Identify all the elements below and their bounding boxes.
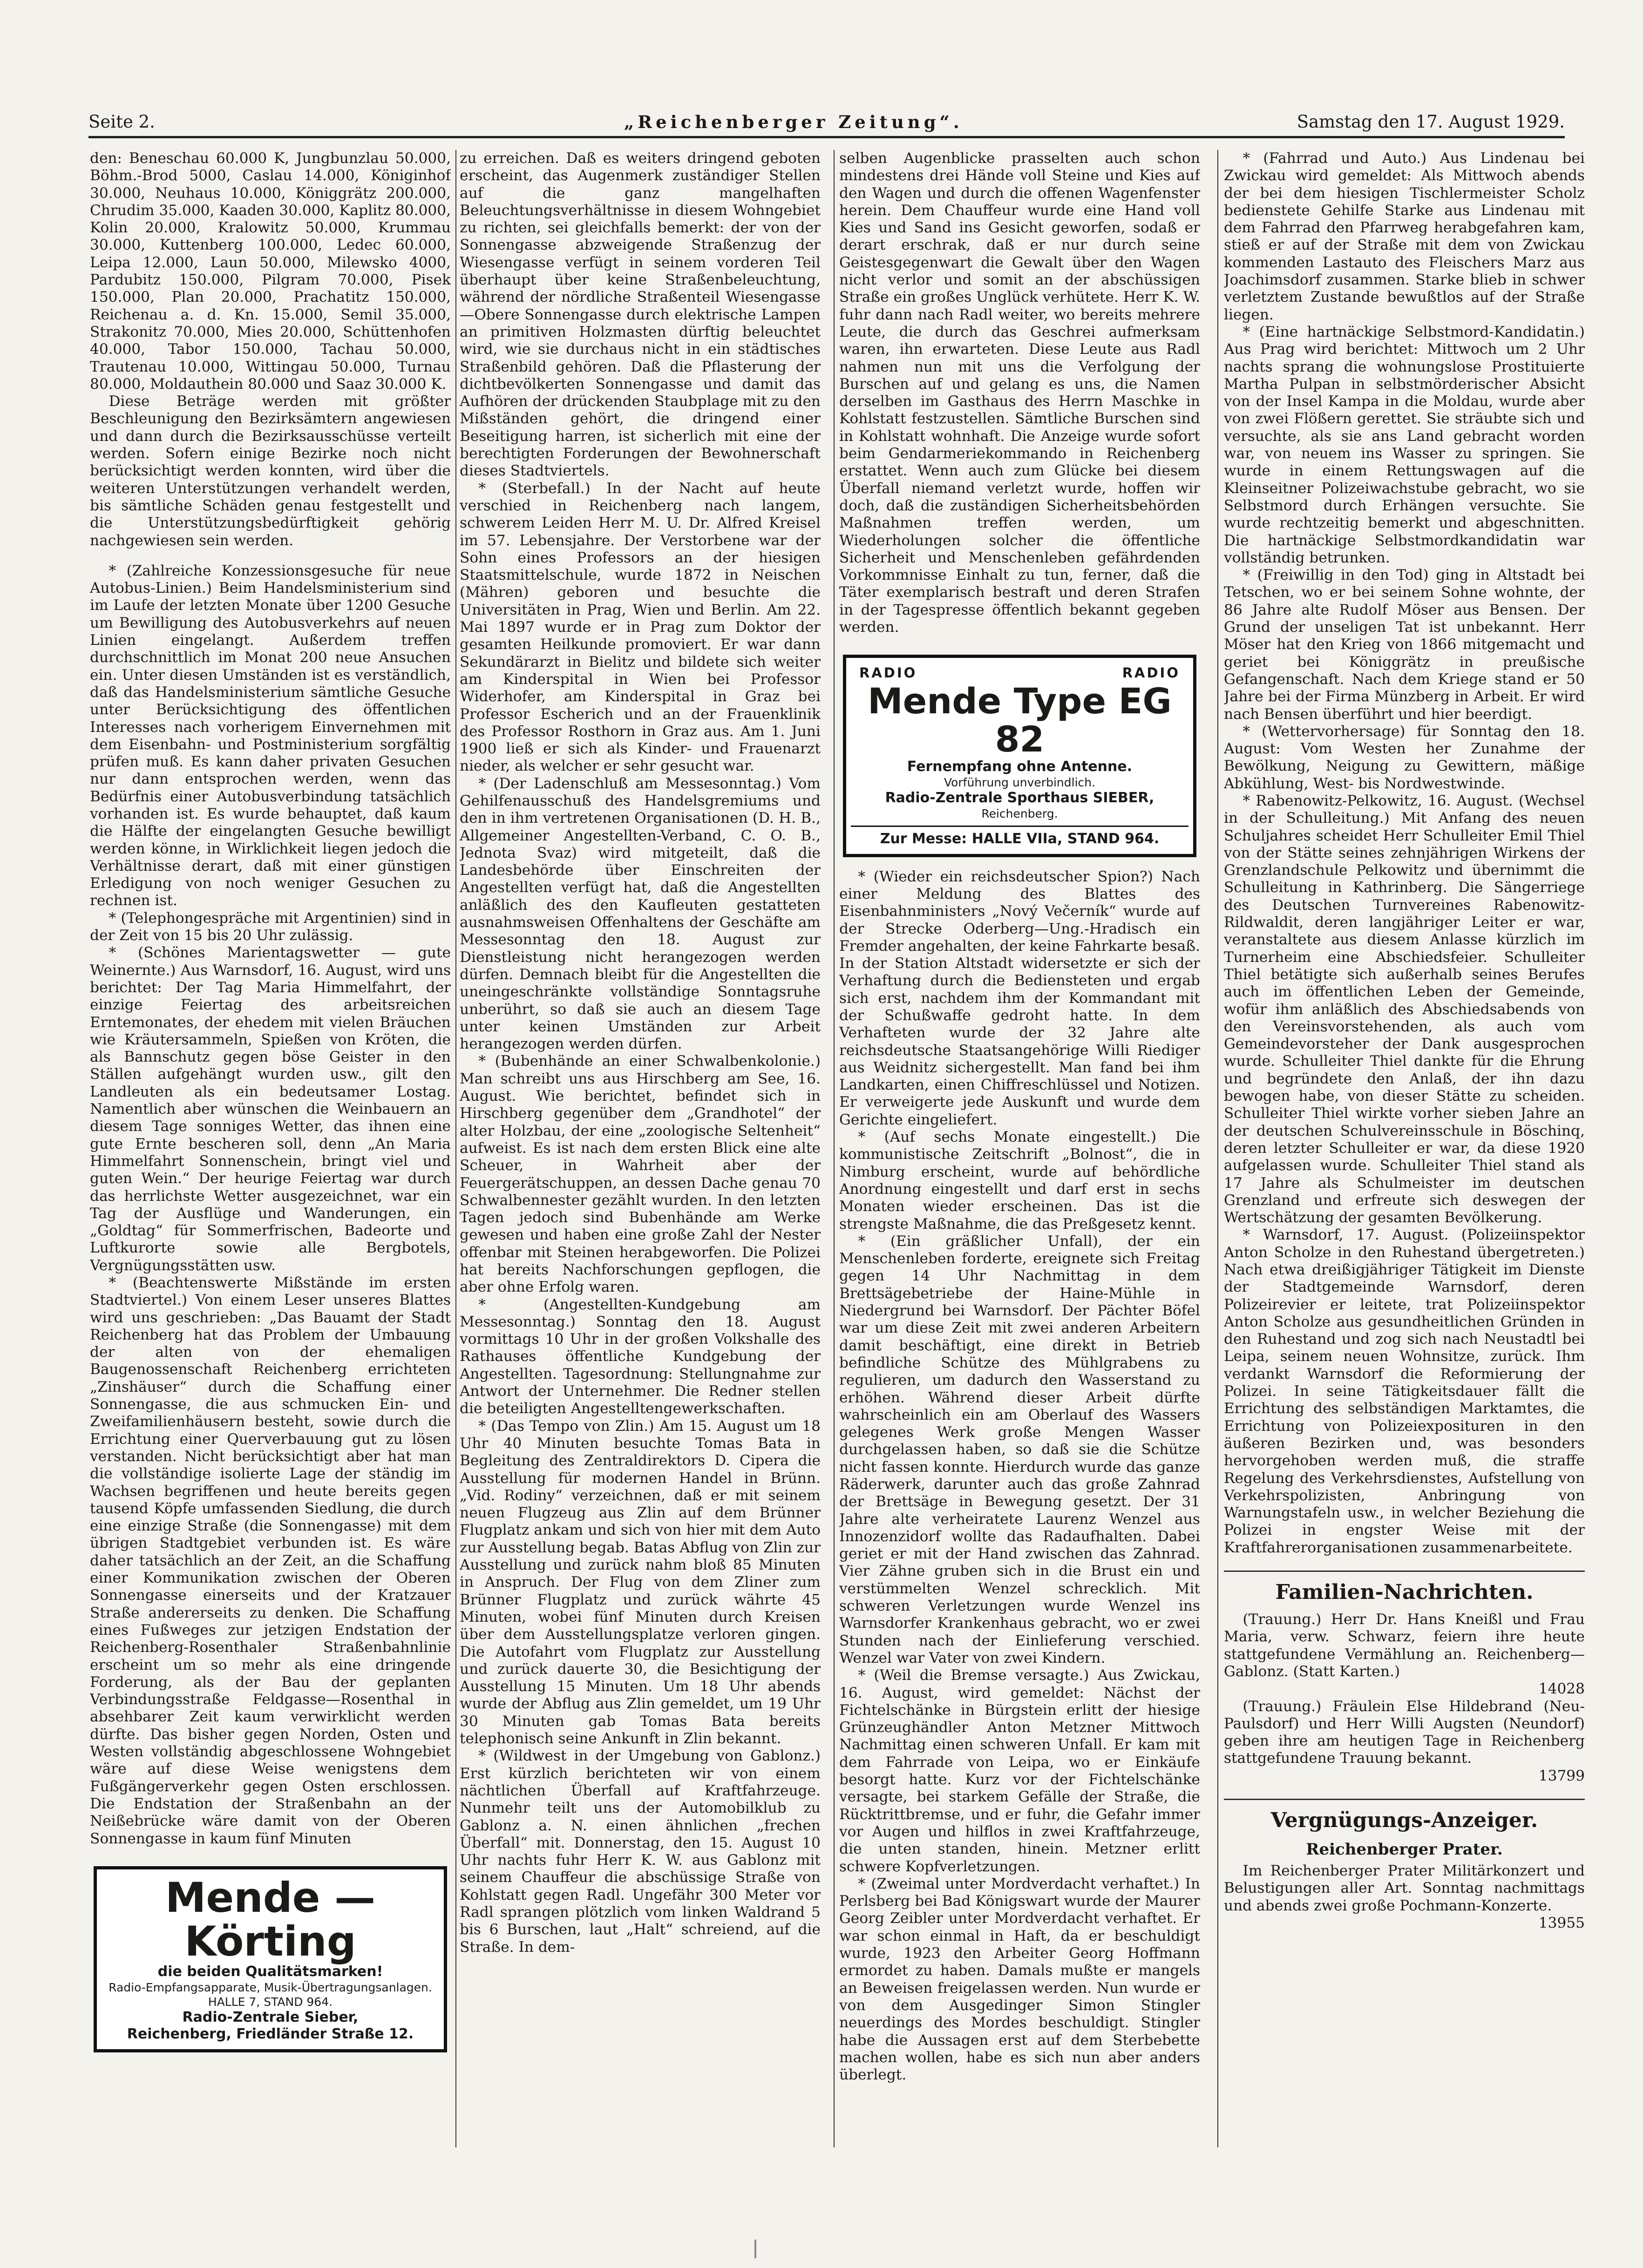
- article-paragraph: Diese Beträge werden mit größter Beschleunigung den Bezirksämtern angewiesen und dann durch die Bezirksausschüsse verteilt werden. Sofern einige Bezirke noch nicht berücksichtigt werden konnten, wird über die weiteren Unterstützungen verhandelt werden, bis sämtliche Schäden genau festgestellt und die Unterstützungsbedürftigkeit gehörig nachgewiesen sein werden.: [90, 393, 451, 549]
- ad-title: Mende Type EG 82: [868, 680, 1172, 760]
- scan-mark: [754, 2240, 756, 2258]
- ad-address: Reichenberg, Friedländer Straße 12.: [127, 2025, 414, 2042]
- article-paragraph: * (Ein gräßlicher Unfall), der ein Menschenleben forderte, ereignete sich Freitag gegen 14 Uhr Nachmittag in dem Brettsägebetriebe der Haine-Mühle in Niedergrund bei Warnsdorf. Der Pächter Böfel war um diese Zeit mit zwei anderen Arbeitern damit beschäftigt, eine direkt in Betrieb befindliche Schütze des Mühlgrabens zu regulieren, um dadurch den Wasserstand zu erhöhen. Während dieser Arbeit dürfte wahrscheinlich ein am Oberlauf des Wassers gelegenes Werk große Mengen Wasser durchgelassen haben, so daß sie die Schütze nicht fassen konnte. Hierdurch wurde das ganze Räderwerk, darunter auch das große Zahnrad der Brettsäge in Bewegung gesetzt. Der 31 Jahre alte verheiratete Laurenz Wenzel aus Innozenzidorf wollte das Radaufhalten. Dabei geriet er mit der Hand zwischen das Zahnrad. Vier Zähne gruben sich in die Brust ein und verstümmelten Wenzel schrecklich. Mit schweren Verletzungen wurde Wenzel ins Warnsdorfer Krankenhaus gebracht, wo er zwei Stunden nach der Einlieferung verschied. Wenzel war Vater von zwei Kindern.: [839, 1232, 1200, 1666]
- family-entry: (Trauung.) Herr Dr. Hans Kneißl und Frau Maria, verw. Schwarz, feiern ihre heute stattgefundene Vermählung an. Reichenberg—Gablonz. (Statt Karten.): [1224, 1611, 1585, 1680]
- article-paragraph: den: Beneschau 60.000 K, Jungbunzlau 50.000, Böhm.-Brod 5000, Caslau 14.000, Königinhof 30.000, Neuhaus 10.000, Königgrätz 200.000, Chrudim 35.000, Kaaden 30.000, Kaplitz 80.000, Kolin 20.000, Kralowitz 50.000, Krummau 30.000, Kuttenberg 100.000, Ledec 60.000, Leipa 12.000, Laun 50.000, Milewsko 4000, Pardubitz 150.000, Pilgram 70.000, Pisek 150.000, Plan 20.000, Prachatitz 150.000, Reichenau a. d. Kn. 15.000, Semil 35.000, Strakonitz 70.000, Mies 20.000, Schüttenhofen 40.000, Tabor 150.000, Tachau 50.000, Trautenau 10.000, Wittingau 50.000, Turnau 80.000, Moldauthein 80.000 und Saaz 30.000 K.: [90, 150, 451, 393]
- ad-mende-koerting: [94, 1866, 447, 2052]
- article-paragraph: * (Beachtenswerte Mißstände im ersten Stadtviertel.) Von einem Leser unseres Blattes wird uns geschrieben: „Das Bauamt der Stadt Reichenberg hat das Problem der Umbauung der alten von der ehemaligen Baugenossenschaft Reichenberg errichteten „Zinshäuser“ durch die Schaffung einer Sonnengasse, die aus schmucken Ein- und Zweifamilienhäusern besteht, sowie durch die Errichtung einer Querverbauung gut zu lösen verstanden. Nicht berücksichtigt aber hat man die vollständige isolierte Lage der ständig im Wachsen begriffenen und heute bereits gegen tausend Köpfe umfassenden Siedlung, die durch eine einzige Straße (die Sonnengasse) mit dem übrigen Stadtgebiet verbunden ist. Es wäre daher tatsächlich an der Zeit, an die Schaffung einer Kommunikation zwischen der Oberen Sonnengasse einerseits und der Kratzauer Straße andererseits zu denken. Die Schaffung eines Fußweges zur jetzigen Endstation der Reichenberg-Rosenthaler Straßenbahnlinie erscheint um so mehr als eine dringende Forderung, als der Bau der geplanten Verbindungsstraße Feldgasse—Rosenthal in absehbarer Zeit kaum verwirklicht werden dürfte. Das bisher gegen Norden, Osten und Westen vollständig abgeschlossene Wohngebiet wäre auf diese Weise wenigstens dem Fußgängerverkehr gegen Osten erschlossen. Die Endstation der Straßenbahn an der Neißebrücke wäre damit von der Oberen Sonnengasse in kaum fünf Minuten: [90, 1274, 451, 1847]
- family-news-title: Familien-Nachrichten.: [1224, 1571, 1585, 1606]
- entertainment-entry: Im Reichenberger Prater Militärkonzert und Belustigungen aller Art. Sonntag nachmittags und abends zwei große Pochmann-Konzerte.: [1224, 1862, 1585, 1914]
- ad-text: Radio-Empfangsapparate, Musik-Übertragungsanlagen. HALLE 7, STAND 964.: [109, 1980, 432, 2009]
- column-1: [90, 150, 451, 2147]
- ad-radio-left: RADIO: [859, 665, 917, 681]
- article-paragraph: * (Das Tempo von Zlin.) Am 15. August um 18 Uhr 40 Minuten besuchte Tomas Bata in Begleitung des Zentraldirektors D. Cipera die Ausstellung für modernen Handel in Brünn. „Vid. Rodiny“ verzeichnen, daß er mit seinem neuen Flugzeug aus Zlin auf dem Brünner Flugplatz ankam und sich von hier mit dem Auto zur Ausstellung begab. Batas Abflug von Zlin zur Ausstellung und zurück nahm bloß 85 Minuten in Anspruch. Der Flug von dem Zliner zum Brünner Flugplatz und zurück währte 45 Minuten, wobei fünf Minuten durch Kreisen über dem Ausstellungsplatze verloren gingen. Die Autofahrt vom Flugplatz zur Ausstellung und zurück dauerte 30, die Besichtigung der Ausstellung 15 Minuten. Um 18 Uhr abends wurde der Abflug aus Zlin gemeldet, um 19 Uhr 30 Minuten gab Tomas Bata bereits telephonisch seine Ankunft in Zlin bekannt.: [460, 1417, 821, 1747]
- article-paragraph: * Rabenowitz-Pelkowitz, 16. August. (Wechsel in der Schulleitung.) Mit Anfang des neuen Schuljahres scheidet Herr Schulleiter Emil Thiel von der Stätte seines zehnjährigen Wirkens der Grenzlandschule Pelkowitz und übernimmt die Schulleitung in Kathrinberg. Die Sängerriege des Deutschen Turnvereines Rabenowitz-Rildwaldit, deren langjähriger Leiter er war, veranstaltete aus diesem Anlasse kürzlich im Turnerheim eine Abschiedsfeier. Schulleiter Thiel betätigte sich außerhalb seines Berufes auch im öffentlichen Leben der Gemeinde, wofür ihm anläßlich des Abschiedsabends von den Vereinsvorstehenden, als auch vom Gemeindevorsteher der Dank ausgesprochen wurde. Schulleiter Thiel dankte für die Ehrung und begründete den Anlaß, der ihn dazu bewogen habe, von dieser Stätte zu scheiden. Schulleiter Thiel wirkte vorher sieben Jahre an der deutschen Schulvereinsschule in Böschinq, deren letzter Schulleiter er war, da diese 1920 aufgelassen wurde. Schulleiter Thiel stand als 17 Jahre als Schulmeister im deutschen Grenzland und erfreute sich deswegen der Wertschätzung der gesamten Bevölkerung.: [1224, 792, 1585, 1226]
- column-rule: [1217, 150, 1218, 2147]
- column-4: [1224, 150, 1585, 2147]
- family-entry: (Trauung.) Fräulein Else Hildebrand (Neu-Paulsdorf) und Herr Willi Augsten (Neundorf) geben ihre am heutigen Tage in Reichenberg stattgefundene Trauung bekannt.: [1224, 1698, 1585, 1767]
- article-paragraph: * (Eine hartnäckige Selbstmord-Kandidatin.) Aus Prag wird berichtet: Mittwoch um 2 Uhr nachts sprang die wohnungslose Prostituierte Martha Pulpan in selbstmörderischer Absicht von der Insel Kampa in die Moldau, wurde aber von zwei Flößern gerettet. Sie sträubte sich und versuchte, als sie ans Land gebracht worden war, von neuem ins Wasser zu springen. Sie wurde in einem Rettungswagen auf die Kleinseitner Polizeiwachstube gebracht, wo sie Selbstmord durch Erhängen versuchte. Sie wurde rechtzeitig bemerkt und abgeschnitten. Die hartnäckige Selbstmordkandidatin war vollständig betrunken.: [1224, 323, 1585, 566]
- article-paragraph: * (Sterbefall.) In der Nacht auf heute verschied in Reichenberg nach langem, schwerem Leiden Herr M. U. Dr. Alfred Kreisel im 57. Lebensjahre. Der Verstorbene war der Sohn eines Professors an der hiesigen Staatsmittelschule, wurde 1872 in Neischen (Mähren) geboren und besuchte die Universitäten in Prag, Wien und Berlin. Am 22. Mai 1897 wurde er in Prag zum Doktor der gesamten Heilkunde promoviert. Er war dann Sekundärarzt in Bielitz und bildete sich weiter am Kinderspital in Wien bei Professor Widerhofer, am Kinderspital in Graz bei Professor Escherich und an der Frauenklinik des Professor Rosthorn in Graz aus. Am 1. Juni 1900 ließ er sich als Kinder- und Frauenarzt nieder, als welcher er sehr gesucht war.: [460, 480, 821, 775]
- article-paragraph: * (Auf sechs Monate eingestellt.) Die kommunistische Zeitschrift „Bolnost“, die in Nimburg erscheint, wurde auf behördliche Anordnung eingestellt und darf erst in sechs Monaten wieder erscheinen. Das ist die strengste Maßnahme, die das Preßgesetz kennt.: [839, 1129, 1200, 1232]
- column-rule: [834, 150, 835, 2147]
- column-2: [460, 150, 821, 2147]
- article-paragraph: * (Der Ladenschluß am Messesonntag.) Vom Gehilfenausschuß des Handelsgremiums und den in ihm vertretenen Organisationen (D. H. B., Allgemeiner Angestellten-Verband, C. O. B., Jednota Svaz) wird mitgeteilt, daß die Landesbehörde über Einschreiten der Angestellten verfügt hat, daß die Angestellten anläßlich des den Kaufleuten gestatteten ausnahmsweisen Offenhaltens der Geschäfte am Messesonntag den 18. August zur Dienstleistung nicht herangezogen werden dürfen. Demnach bleibt für die Angestellten die uneingeschränkte vollständige Sonntagsruhe unberührt, so daß sie auch an diesem Tage unter keinen Umständen zur Arbeit herangezogen werden dürfen.: [460, 775, 821, 1053]
- article-paragraph: * (Freiwillig in den Tod) ging in Altstadt bei Tetschen, wo er bei seinem Sohne wohnte, der 86 Jahre alte Rudolf Möser aus Bensen. Der Grund der unseligen Tat ist unbekannt. Herr Möser hat den Krieg von 1866 mitgemacht und geriet bei Königgrätz in preußische Gefangenschaft. Nach dem Kriege stand er 50 Jahre bei der Firma Münzberg in Arbeit. Er wird nach Bensen überführt und hier beerdigt.: [1224, 567, 1585, 723]
- article-paragraph: * (Wettervorhersage) für Sonntag den 18. August: Vom Westen her Zunahme der Bewölkung, Neigung zu Gewittern, mäßige Abkühlung, West- bis Nordwestwinde.: [1224, 723, 1585, 792]
- article-paragraph: * (Bubenhände an einer Schwalbenkolonie.) Man schreibt uns aus Hirschberg am See, 16. August. Wie berichtet, befindet sich in Hirschberg gegenüber dem „Grandhotel“ der alter Holzbau, der eine „zoologische Seltenheit“ aufweist. Es ist nach dem ersten Blick eine alte Scheuer, in Wahrheit aber der Feuergerätschuppen, an dessen Dache genau 70 Schwalbennester gezählt wurden. In den letzten Tagen jedoch sind Bubenhände am Werke gewesen und haben eine große Zahl der Nester offenbar mit Steinen herabgeworfen. Die Polizei hat bereits Nachforschungen gepflogen, die aber ohne Erfolg waren.: [460, 1053, 821, 1296]
- ad-number: 14028: [1538, 1680, 1585, 1698]
- ad-number: 13799: [1538, 1767, 1585, 1784]
- article-paragraph: zu erreichen. Daß es weiters dringend geboten erscheint, das Augenmerk zuständiger Stellen auf die ganz mangelhaften Beleuchtungsverhältnisse in diesem Wohngebiet zu richten, sei gleichfalls bemerkt: der von der Sonnengasse abzweigende Straßenzug der Wiesengasse verfügt in seinem vorderen Teil überhaupt über keine Straßenbeleuchtung, während der nördliche Straßenteil Wiesengasse—Obere Sonnengasse durch elektrische Lampen an primitiven Holzmasten dürftig beleuchtet wird, wie sie durchaus nicht in ein städtisches Straßenbild gehören. Daß die Pflasterung der dichtbevölkerten Sonnengasse und damit das Aufhören der drückenden Staubplage mit zu den Mißständen gehört, die dringend einer Beseitigung harren, ist sicherlich mit eine der berechtigten Forderungen der Bewohnerschaft dieses Stadtviertels.: [460, 150, 821, 480]
- ad-radio-right: RADIO: [1122, 665, 1180, 681]
- article-paragraph: * (Zweimal unter Mordverdacht verhaftet.) In Perlsberg bei Bad Königswart wurde der Maurer Georg Zeibler unter Mordverdacht verhaftet. Er war schon einmal in Haft, da er beschuldigt wurde, 1923 den Arbeiter Georg Hoffmann ermordet zu haben. Damals mußte er mangels an Beweisen freigelassen werden. Nun wurde er von dem Ausgedinger Simon Stingler neuerdings des Mordes beschuldigt. Stingler habe die Aussagen erst auf dem Sterbebette machen wollen, habe es sich nun aber anders überlegt.: [839, 1875, 1200, 2084]
- ad-city: Reichenberg.: [981, 806, 1058, 820]
- article-paragraph: * (Telephongespräche mit Argentinien) sind in der Zeit von 15 bis 20 Uhr zulässig.: [90, 909, 451, 944]
- issue-date: Samstag den 17. August 1929.: [1297, 112, 1565, 132]
- ad-subtitle: die beiden Qualitätsmarken!: [157, 1963, 383, 1980]
- ad-number: 13955: [1538, 1914, 1585, 1931]
- ad-text: Vorführung unverbindlich.: [944, 775, 1096, 789]
- ad-subtitle: Fernempfang ohne Antenne.: [907, 758, 1133, 775]
- column-rule: [455, 150, 456, 2147]
- article-paragraph: * (Wildwest in der Umgebung von Gablonz.) Erst kürzlich berichteten wir von einem nächtlichen Überfall auf Kraftfahrzeuge. Nunmehr teilt uns der Automobilklub zu Gablonz a. N. einen ähnlichen „frechen Überfall“ mit. Donnerstag, den 15. August 10 Uhr nachts fuhr Herr K. W. aus Gablonz mit seinem Chauffeur die abschüssige Straße von Kohlstatt gegen Radl. Ungefähr 300 Meter vor Radl sprangen plötzlich vom linken Waldrand 5 bis 6 Burschen, laut „Halt“ schreiend, auf die Straße. In dem-: [460, 1747, 821, 1956]
- article-paragraph: selben Augenblicke prasselten auch schon mindestens drei Hände voll Steine und Kies auf den Wagen und durch die offenen Wagenfenster herein. Dem Chauffeur wurde eine Hand voll Kies und Sand ins Gesicht geworfen, sodaß er derart erschrak, daß er nur durch seine Geistesgegenwart die Gewalt über den Wagen nicht verlor und somit an der abschüssigen Straße ein großes Unglück verhütete. Herr K. W. fuhr dann nach Radl weiter, wo bereits mehrere Leute, die durch das Geschrei aufmerksam waren, ihn erwarteten. Diese Leute aus Radl nahmen nun mit uns die Verfolgung der Burschen auf und gelang es uns, die Namen derselben im Gasthaus des Herrn Maschke in Kohlstatt festzustellen. Sämtliche Burschen sind in Kohlstatt wohnhaft. Die Anzeige wurde sofort beim Gendarmeriekommando in Reichenberg erstattet. Wenn auch zum Glücke bei diesem Überfall niemand verletzt wurde, hoffen wir doch, daß die zuständigen Sicherheitsbehörden Maßnahmen treffen werden, um Wiederholungen solcher die öffentliche Sicherheit und Menschenleben gefährdenden Vorkommnisse Einhalt zu tun, ferner, daß die Täter exemplarisch bestraft und deren Strafen in der Tagespresse öffentlich bekannt gegeben werden.: [839, 150, 1200, 636]
- article-paragraph: * (Zahlreiche Konzessionsgesuche für neue Autobus-Linien.) Beim Handelsministerium sind im Laufe der letzten Monate über 1200 Gesuche um Bewilligung des Autobusverkehrs auf neuen Linien eingelangt. Außerdem treffen durchschnittlich im Monat 200 neue Ansuchen ein. Unter diesen Umständen ist es verständlich, daß das Handelsministerium sämtliche Gesuche unter Berücksichtigung des öffentlichen Interesses nach vorherigem Einvernehmen mit dem Eisenbahn- und Postministerium sorgfältig prüfen muß. Es kann daher privaten Gesuchen nur dann entsprochen werden, wenn das Bedürfnis einer Autobusverbindung tatsächlich vorhanden ist. Es wurde behauptet, daß kaum die Hälfte der eingelangten Gesuche bewilligt werden könne, in Wirklichkeit liegen jedoch die Verhältnisse derart, daß mit einer günstigen Erledigung von noch weniger Gesuchen zu rechnen ist.: [90, 562, 451, 909]
- ad-title: Mende — Körting: [165, 1873, 376, 1965]
- article-paragraph: * (Weil die Bremse versagte.) Aus Zwickau, 16. August, wird gemeldet: Nächst der Fichtelschänke in Bürgstein erlitt der hiesige Grünzeughändler Anton Metzner Mittwoch Nachmittag einen schweren Unfall. Er kam mit dem Fahrrade von Leipa, wo er Einkäufe besorgt hatte. Kurz vor der Fichtelschänke versagte, bei starkem Gefälle der Straße, die Rücktrittbremse, und er fuhr, die Gefahr immer vor Augen und hilflos in zwei Kraftfahrzeuge, die unten standen, hinein. Metzner erlitt schwere Kopfverletzungen.: [839, 1667, 1200, 1875]
- article-paragraph: * (Fahrrad und Auto.) Aus Lindenau bei Zwickau wird gemeldet: Als Mittwoch abends der bei dem hiesigen Tischlermeister Scholz bedienstete Gehilfe Starke aus Lindenau mit dem Fahrrad den Pfarrweg herabgefahren kam, stieß er auf der Straße mit dem von Zwickau kommenden Lastauto des Fleischers Marz aus Joachimsdorf zusammen. Starke blieb in schwer verletztem Zustande bewußtlos auf der Straße liegen.: [1224, 150, 1585, 323]
- ad-mende-eg82: [843, 655, 1196, 857]
- article-paragraph: * Warnsdorf, 17. August. (Polizeiinspektor Anton Scholze in den Ruhestand übergetreten.) Nach etwa dreißigjähriger Tätigkeit im Dienste der Stadtgemeinde Warnsdorf, deren Polizeirevier er leitete, trat Polizeiinspektor Anton Scholze aus gesundheitlichen Gründen in den Ruhestand und zog sich nach Neustadtl bei Leipa, seinem neuen Wohnsitze, zurück. Ihm verdankt Warnsdorf die Reformierung der Polizei. In seine Tätigkeitsdauer fällt die Errichtung des selbständigen Marktamtes, die Errichtung von Polizeiexposituren in den äußeren Bezirken und, was besonders hervorgehoben werden muß, die straffe Regelung des Verkehrsdienstes, Aufstellung von Verkehrspolizisten, Anbringung von Warnungstafeln usw., in welcher Beziehung die Polizei in engster Weise mit der Kraftfahrerorganisationen zusammenarbeitete.: [1224, 1226, 1585, 1556]
- newspaper-title: „Reichenberger Zeitung“.: [624, 112, 963, 132]
- article-paragraph: * (Wieder ein reichsdeutscher Spion?) Nach einer Meldung des Blattes des Eisenbahnministers „Nový Večerník“ wurde auf der Strecke Oderberg—Ung.-Hradisch ein Fremder angehalten, der keine Fahrkarte besaß. In der Station Altstadt widersetzte er sich der Verhaftung durch die Bediensteten und ergab sich erst, nachdem ihm der Kommandant mit der Schußwaffe gedroht hatte. In dem Verhafteten wurde der 32 Jahre alte reichsdeutsche Staatsangehörige Willi Riediger aus Weidnitz sichergestellt. Man fand bei ihm Landkarten, einen Chiffreschlüssel und Notizen. Er verweigerte jede Auskunft und wurde dem Gerichte eingeliefert.: [839, 868, 1200, 1128]
- ad-dealer: Radio-Zentrale Sieber,: [182, 2009, 359, 2025]
- ad-dealer: Radio-Zentrale Sporthaus SIEBER,: [885, 789, 1154, 806]
- article-paragraph: * (Schönes Marientagswetter — gute Weinernte.) Aus Warnsdorf, 16. August, wird uns berichtet: Der Tag Maria Himmelfahrt, der einzige Feiertag des arbeitsreichen Erntemonates, der ehedem mit vielen Bräuchen wie Kräutersammeln, Spießen von Kröten, die als Bannschutz gegen böse Geister in den Ställen aufgehängt wurden usw., gilt den Landleuten als ein bedeutsamer Lostag. Namentlich aber wünschen die Weinbauern an diesem Tage sonniges Wetter, das ihnen eine gute Ernte bescheren soll, denn „An Maria Himmelfahrt Sonnenschein, bringt viel und guten Wein.“ Der heurige Feiertag war durch das herrlichste Wetter ausgezeichnet, war ein Tag der Ausflüge und Wanderungen, ein „Goldtag“ für Sommerfrischen, Badeorte und Luftkurorte sowie alle Bergbotels, Vergnügungsstätten usw.: [90, 944, 451, 1274]
- ad-fair: Zur Messe: HALLE VIIa, STAND 964.: [851, 826, 1188, 847]
- entertainment-title: Vergnügungs-Anzeiger.: [1224, 1799, 1585, 1835]
- article-paragraph: * (Angestellten-Kundgebung am Messesonntag.) Sonntag den 18. August vormittags 10 Uhr in der großen Volkshalle des Rathauses öffentliche Kundgebung der Angestellten. Tagesordnung: Stellungnahme zur Antwort der Unternehmer. Die Redner stellen die beteiligten Angestelltengewerkschaften.: [460, 1296, 821, 1417]
- page-number: Seite 2.: [88, 112, 155, 132]
- page-header: [88, 108, 1565, 138]
- column-3: [839, 150, 1200, 2147]
- ad-header: [851, 664, 1188, 682]
- entertainment-subtitle: Reichenberger Prater.: [1306, 1840, 1503, 1859]
